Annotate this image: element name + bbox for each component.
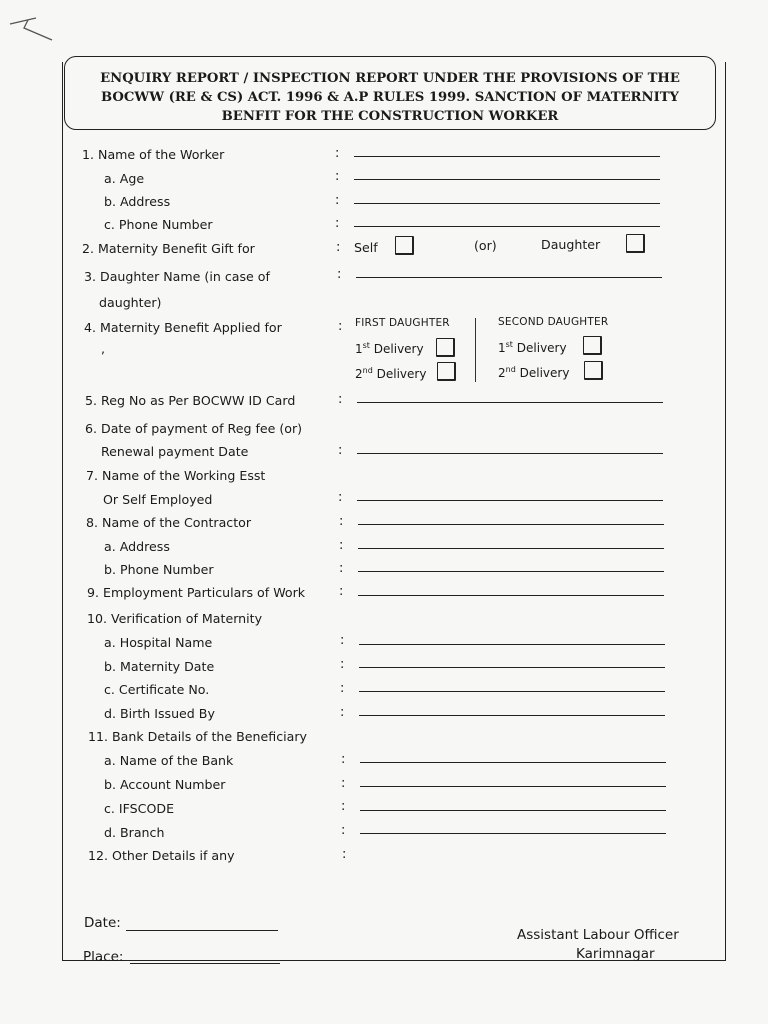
colon: : bbox=[340, 705, 345, 720]
second-daughter-header: SECOND DAUGHTER bbox=[498, 316, 609, 328]
title-line-1: ENQUIRY REPORT / INSPECTION REPORT UNDER THE PROVISIONS OF THE bbox=[100, 71, 680, 86]
first-daughter-1st-delivery-label: 1st Delivery bbox=[355, 341, 424, 356]
birth-issued-field[interactable] bbox=[359, 715, 665, 716]
label-daughter-name: 3. Daughter Name (in case of bbox=[84, 269, 270, 284]
address-field[interactable] bbox=[354, 203, 660, 204]
colon: : bbox=[335, 193, 340, 208]
age-field[interactable] bbox=[354, 179, 660, 180]
phone-field[interactable] bbox=[354, 226, 660, 227]
colon: : bbox=[338, 490, 343, 505]
label-age: a. Age bbox=[104, 171, 145, 186]
working-esst-field[interactable] bbox=[357, 500, 663, 501]
date-field[interactable] bbox=[126, 930, 278, 931]
colon: : bbox=[335, 146, 340, 161]
colon: : bbox=[340, 681, 345, 696]
label-bank-details: 11. Bank Details of the Beneficiary bbox=[88, 729, 307, 744]
label-bank-name: a. Name of the Bank bbox=[104, 753, 234, 768]
second-daughter-2nd-delivery-label: 2nd Delivery bbox=[498, 365, 570, 380]
label-daughter-name-cont: daughter) bbox=[99, 295, 162, 310]
stray-comma: , bbox=[101, 341, 106, 356]
label-working-esst: 7. Name of the Working Esst bbox=[86, 468, 266, 483]
form-title bbox=[64, 56, 716, 130]
second-daughter-1st-delivery-checkbox[interactable] bbox=[583, 336, 602, 355]
reg-no-field[interactable] bbox=[357, 402, 663, 403]
label-reg-no: 5. Reg No as Per BOCWW ID Card bbox=[85, 393, 296, 408]
second-daughter-1st-delivery-label: 1st Delivery bbox=[498, 340, 567, 355]
colon: : bbox=[335, 169, 340, 184]
worker-name-field[interactable] bbox=[354, 156, 660, 157]
place-field[interactable] bbox=[130, 963, 280, 964]
colon: : bbox=[336, 240, 341, 255]
self-checkbox[interactable] bbox=[395, 236, 414, 255]
officer-title: Assistant Labour Officer bbox=[517, 927, 679, 943]
bank-name-field[interactable] bbox=[360, 762, 666, 763]
colon: : bbox=[335, 216, 340, 231]
colon: : bbox=[339, 538, 344, 553]
label-birth-issued: d. Birth Issued By bbox=[104, 706, 215, 721]
place-label: Place: bbox=[83, 949, 124, 965]
label-account-number: b. Account Number bbox=[104, 777, 226, 792]
colon: : bbox=[341, 823, 346, 838]
contractor-address-field[interactable] bbox=[358, 548, 664, 549]
title-line-2: BOCWW (RE & CS) ACT. 1996 & A.P RULES 1999. SANCTION OF MATERNITY bbox=[101, 90, 679, 105]
label-ifscode: c. IFSCODE bbox=[104, 801, 175, 816]
date-label: Date: bbox=[84, 915, 121, 931]
account-number-field[interactable] bbox=[360, 786, 666, 787]
label-hospital: a. Hospital Name bbox=[104, 635, 213, 650]
colon: : bbox=[337, 267, 342, 282]
or-label: (or) bbox=[474, 238, 497, 253]
self-label: Self bbox=[354, 240, 378, 255]
colon: : bbox=[339, 584, 344, 599]
daughter-label: Daughter bbox=[541, 237, 601, 252]
colon: : bbox=[341, 799, 346, 814]
branch-field[interactable] bbox=[360, 833, 666, 834]
colon: : bbox=[338, 443, 343, 458]
colon: : bbox=[339, 561, 344, 576]
renewal-date-field[interactable] bbox=[357, 453, 663, 454]
colon: : bbox=[341, 776, 346, 791]
first-daughter-header: FIRST DAUGHTER bbox=[355, 317, 450, 329]
maternity-date-field[interactable] bbox=[359, 667, 665, 668]
officer-location: Karimnagar bbox=[576, 946, 655, 962]
certificate-field[interactable] bbox=[359, 691, 665, 692]
daughter-name-field[interactable] bbox=[356, 277, 662, 278]
daughter-checkbox[interactable] bbox=[626, 234, 645, 253]
second-daughter-2nd-delivery-checkbox[interactable] bbox=[584, 361, 603, 380]
label-branch: d. Branch bbox=[104, 825, 165, 840]
label-verification: 10. Verification of Maternity bbox=[87, 611, 263, 626]
contractor-phone-field[interactable] bbox=[358, 571, 664, 572]
colon: : bbox=[338, 392, 343, 407]
ifscode-field[interactable] bbox=[360, 810, 666, 811]
pen-mark bbox=[6, 14, 56, 48]
first-daughter-1st-delivery-checkbox[interactable] bbox=[436, 338, 455, 357]
label-contractor: 8. Name of the Contractor bbox=[86, 515, 252, 530]
label-reg-fee-date: 6. Date of payment of Reg fee (or) bbox=[85, 421, 303, 436]
colon: : bbox=[342, 847, 347, 862]
employment-field[interactable] bbox=[358, 595, 664, 596]
contractor-field[interactable] bbox=[358, 524, 664, 525]
colon: : bbox=[340, 657, 345, 672]
colon: : bbox=[341, 752, 346, 767]
hospital-field[interactable] bbox=[359, 644, 665, 645]
column-divider bbox=[475, 318, 476, 382]
label-phone: c. Phone Number bbox=[104, 217, 213, 232]
first-daughter-2nd-delivery-checkbox[interactable] bbox=[437, 362, 456, 381]
label-self-employed: Or Self Employed bbox=[103, 492, 213, 507]
colon: : bbox=[338, 319, 343, 334]
label-contractor-address: a. Address bbox=[104, 539, 170, 554]
label-maternity-date: b. Maternity Date bbox=[104, 659, 215, 674]
first-daughter-2nd-delivery-label: 2nd Delivery bbox=[355, 366, 427, 381]
label-certificate: c. Certificate No. bbox=[104, 682, 210, 697]
label-worker-name: 1. Name of the Worker bbox=[82, 147, 225, 162]
colon: : bbox=[339, 514, 344, 529]
colon: : bbox=[340, 633, 345, 648]
label-employment: 9. Employment Particulars of Work bbox=[87, 585, 306, 600]
title-line-3: BENFIT FOR THE CONSTRUCTION WORKER bbox=[221, 109, 559, 124]
label-address: b. Address bbox=[104, 194, 171, 209]
label-renewal-date: Renewal payment Date bbox=[101, 444, 249, 459]
label-applied-for: 4. Maternity Benefit Applied for bbox=[84, 320, 282, 335]
label-gift-for: 2. Maternity Benefit Gift for bbox=[82, 241, 255, 256]
label-other-details: 12. Other Details if any bbox=[88, 848, 235, 863]
label-contractor-phone: b. Phone Number bbox=[104, 562, 214, 577]
